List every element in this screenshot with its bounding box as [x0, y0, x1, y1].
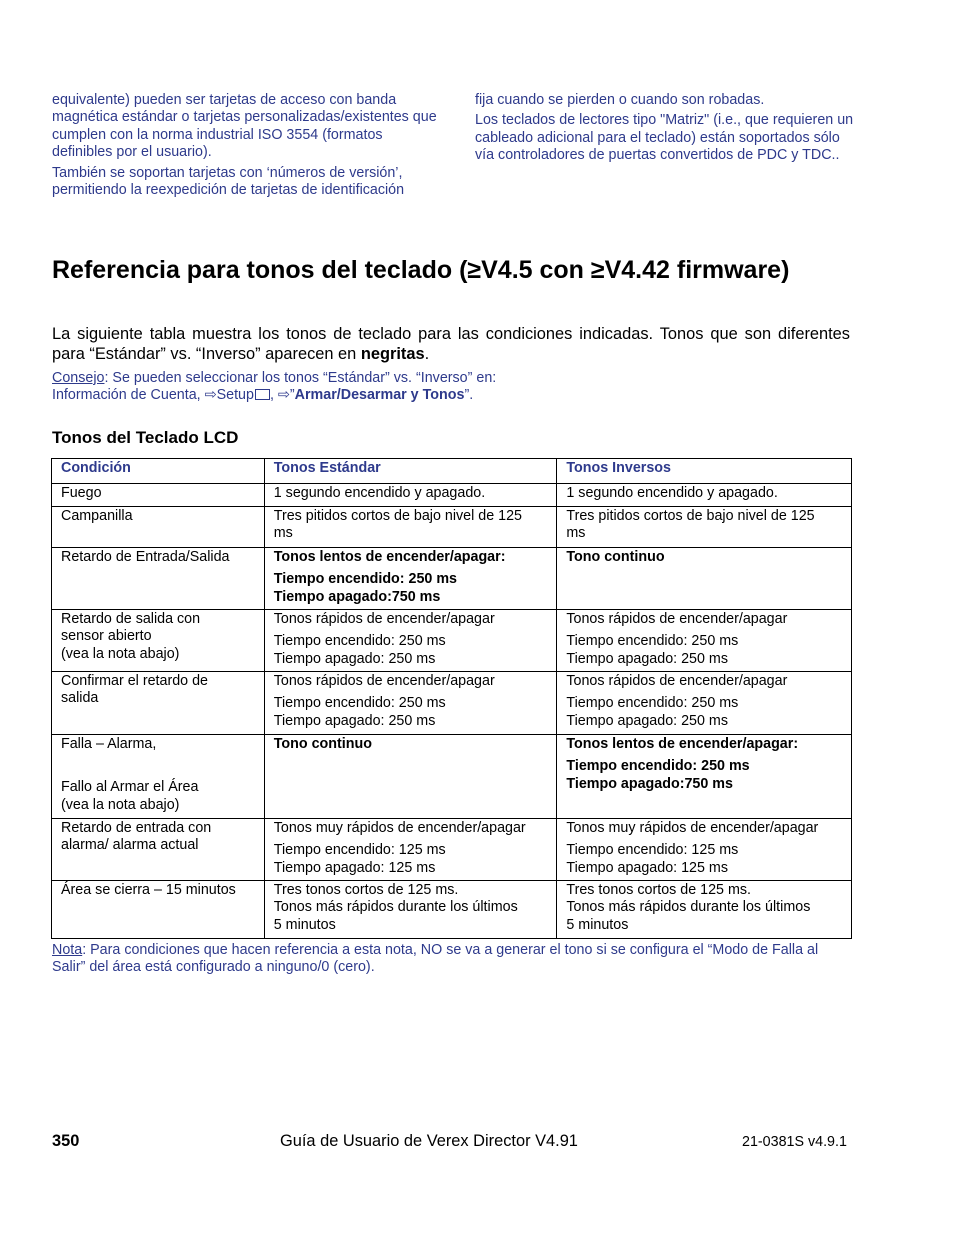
header-standard: Tonos Estándar — [264, 459, 557, 484]
tip-text: : Se pueden seleccionar los tonos “Estándar” vs. “Inverso” en: — [104, 370, 497, 386]
table-row — [52, 610, 852, 672]
table-row — [52, 507, 852, 548]
table-row — [52, 672, 852, 735]
cell-line: ms — [273, 525, 293, 542]
cell-condition — [52, 610, 265, 672]
cell-line: salida — [61, 690, 99, 707]
cell-line: Tonos más rápidos durante los últimos — [566, 899, 811, 916]
cell-line: ms — [566, 525, 586, 542]
cell-line: Tiempo apagado: 250 ms — [273, 712, 436, 729]
body-paragraph: fija cuando se pierden o cuando son robadas. — [475, 92, 765, 108]
cell-line: Tiempo encendido: 250 ms — [566, 633, 739, 650]
cell-line: Tres pitidos cortos de bajo nivel de 125 — [273, 508, 522, 524]
cell-line: Retardo de salida con — [61, 611, 201, 627]
cell-line: Tres pitidos cortos de bajo nivel de 125 — [566, 508, 815, 524]
cell-line: Tiempo encendido: 250 ms — [566, 695, 739, 712]
cell-line: Tiempo encendido: 250 ms — [273, 695, 446, 712]
table-row — [52, 735, 852, 819]
cell-condition: Retardo de Entrada/Salida — [52, 548, 265, 610]
cell-inverse — [557, 819, 852, 881]
cell-line: Tres tonos cortos de 125 ms. — [273, 882, 459, 898]
header-inverse: Tonos Inversos — [557, 459, 852, 484]
table-header-row — [52, 459, 852, 484]
note-label: Nota — [52, 942, 83, 958]
cell-line: 5 minutos — [566, 916, 629, 933]
cell-line: 5 minutos — [273, 916, 336, 933]
intro-text: La siguiente tabla muestra los tonos de teclado para las condiciones indicadas. Tonos que son diferentes para “Estándar” vs. “Inverso” aparecen en — [52, 325, 850, 363]
cell-line: Tonos lentos de encender/apagar: — [273, 549, 506, 565]
cell-line: Falla – Alarma, — [61, 736, 157, 752]
cell-line: Tonos rápidos de encender/apagar — [566, 611, 788, 627]
cell-inverse — [557, 735, 852, 819]
cell-standard — [264, 548, 557, 610]
cell-condition — [52, 735, 265, 819]
cell-line: Tiempo apagado:750 ms — [566, 775, 733, 792]
window-icon — [255, 389, 270, 400]
intro-end: . — [424, 345, 430, 363]
table-row — [52, 548, 852, 610]
cell-inverse: 1 segundo encendido y apagado. — [557, 484, 852, 507]
table-row — [52, 484, 852, 507]
table-row — [52, 881, 852, 939]
body-paragraph: equivalente) pueden ser tarjetas de acceso con banda magnética estándar o tarjetas personalizadas/existentes que cumplen con la norma industrial ISO 3554 (formatos definibles por el usuario). — [52, 92, 437, 161]
cell-standard — [264, 819, 557, 881]
cell-inverse — [557, 507, 852, 548]
cell-line: Tonos rápidos de encender/apagar — [273, 611, 495, 627]
cell-condition — [52, 672, 265, 735]
header-condition: Condición — [52, 459, 265, 484]
cell-line: Fallo al Armar el Área — [61, 779, 199, 796]
body-paragraph: También se soportan tarjetas con ‘números de versión’, permitiendo la reexpedición de tarjetas de identificación — [52, 164, 405, 199]
cell-line: Tonos lentos de encender/apagar: — [566, 736, 799, 752]
cell-line: Tiempo apagado:750 ms — [273, 588, 441, 605]
note-text: : Para condiciones que hacen referencia a esta nota, NO se va a generar el tono si se configura el “Modo de Falla al Salir” del área está configurado a ninguno/0 (cero). — [52, 942, 819, 976]
cell-line: Tono continuo — [566, 549, 665, 565]
cell-line: Tonos rápidos de encender/apagar — [566, 673, 788, 689]
cell-standard — [264, 672, 557, 735]
cell-condition: Área se cierra – 15 minutos — [52, 881, 265, 939]
tip-label: Consejo — [52, 370, 105, 386]
table-row — [52, 819, 852, 881]
page-number: 350 — [52, 1132, 80, 1150]
table-title: Tonos del Teclado LCD — [52, 428, 239, 447]
tip-menu-item: Armar/Desarmar y Tonos — [294, 387, 465, 404]
intro-paragraph — [52, 324, 850, 364]
document-code: 21-0381S v4.9.1 — [742, 1134, 847, 1150]
cell-inverse — [557, 881, 852, 939]
cell-line: Tiempo apagado: 125 ms — [566, 859, 728, 876]
cell-inverse — [557, 548, 852, 610]
cell-line: Tiempo apagado: 250 ms — [566, 650, 728, 667]
cell-standard — [264, 735, 557, 819]
cell-line: (vea la nota abajo) — [61, 645, 180, 662]
cell-line: Confirmar el retardo de — [61, 673, 209, 689]
footer-title: Guía de Usuario de Verex Director V4.91 — [280, 1132, 578, 1150]
cell-inverse — [557, 672, 852, 735]
cell-condition: Fuego — [52, 484, 265, 507]
arrow-icon: ⇨ — [277, 387, 290, 404]
tones-table — [51, 458, 852, 939]
cell-line: Tiempo encendido: 250 ms — [273, 571, 458, 588]
cell-standard — [264, 881, 557, 939]
tip-paragraph — [52, 370, 850, 405]
cell-line: Tonos muy rápidos de encender/apagar — [273, 820, 526, 836]
cell-line: Retardo de entrada con — [61, 820, 212, 836]
cell-condition: Campanilla — [52, 507, 265, 548]
cell-line: alarma/ alarma actual — [61, 837, 199, 854]
tip-sep: , — [269, 387, 278, 404]
cell-inverse — [557, 610, 852, 672]
cell-line: (vea la nota abajo) — [61, 796, 180, 813]
tip-path-start: Información de Cuenta, — [52, 387, 205, 404]
tip-quote: ” — [289, 387, 295, 404]
cell-line: Tiempo encendido: 125 ms — [566, 842, 739, 859]
arrow-icon: ⇨ — [204, 387, 217, 404]
cell-line: Tiempo apagado: 125 ms — [273, 859, 436, 876]
cell-condition — [52, 819, 265, 881]
line-spacer — [61, 753, 258, 779]
cell-line: Tonos muy rápidos de encender/apagar — [566, 820, 819, 836]
cell-standard — [264, 610, 557, 672]
cell-line: Tiempo apagado: 250 ms — [566, 712, 728, 729]
cell-standard — [264, 507, 557, 548]
table-note — [52, 942, 852, 977]
section-heading: Referencia para tonos del teclado (≥V4.5 con ≥V4.42 firmware) — [52, 256, 790, 284]
cell-line: Tiempo encendido: 250 ms — [566, 758, 750, 775]
cell-line: Tres tonos cortos de 125 ms. — [566, 882, 751, 898]
cell-standard: 1 segundo encendido y apagado. — [264, 484, 557, 507]
cell-line: Tiempo apagado: 250 ms — [273, 650, 436, 667]
body-paragraph: Los teclados de lectores tipo "Matriz" (i.e., que requieren un cableado adicional para el teclado) están soportados sólo vía controladores de puertas convertidos de PDC y TDC.. — [475, 112, 854, 164]
cell-line: Tonos rápidos de encender/apagar — [273, 673, 495, 689]
tip-setup: Setup — [216, 387, 254, 404]
cell-line: Tiempo encendido: 250 ms — [273, 633, 446, 650]
cell-line: Tonos más rápidos durante los últimos — [273, 899, 518, 916]
tip-end: ”. — [464, 387, 474, 404]
top-right-column — [475, 92, 860, 168]
intro-bold: negritas — [360, 345, 425, 363]
top-left-column — [52, 92, 437, 202]
cell-line: Tono continuo — [273, 736, 372, 752]
cell-line: sensor abierto — [61, 628, 152, 645]
cell-line: Tiempo encendido: 125 ms — [273, 842, 446, 859]
